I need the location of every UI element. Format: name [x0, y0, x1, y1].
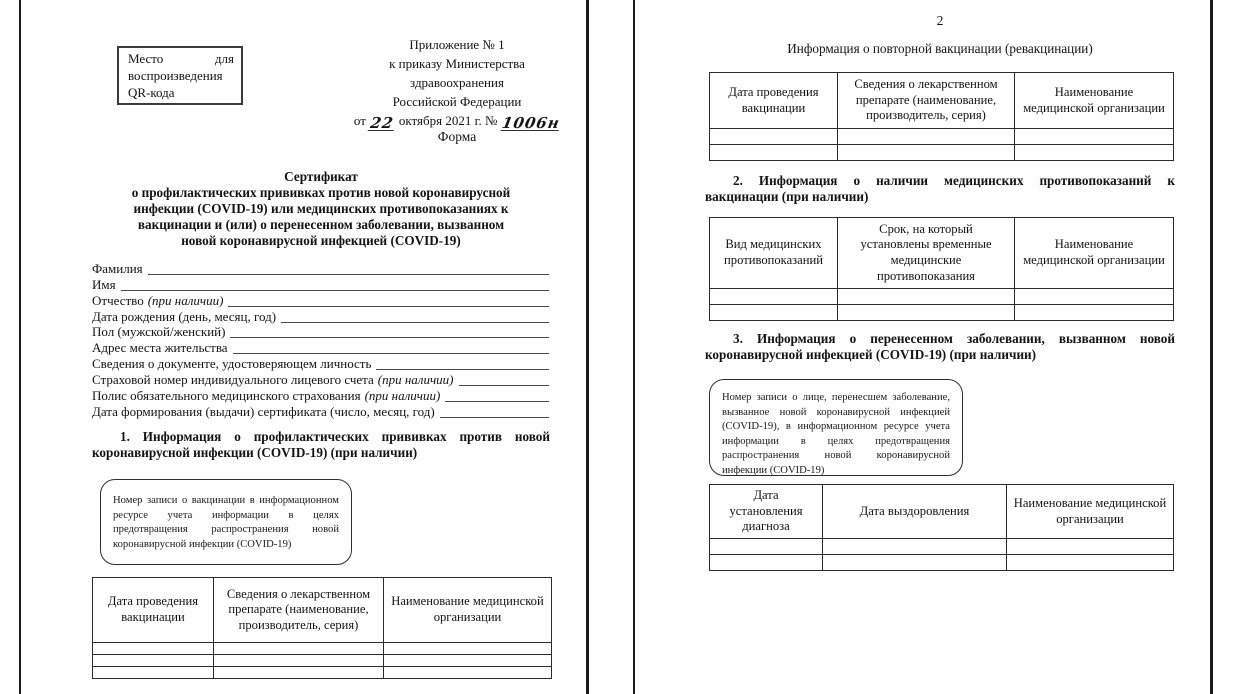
- table-cell-empty: [838, 145, 1015, 161]
- column-header: Дата проведения вакцинации: [93, 578, 214, 643]
- field-label: Пол (мужской/женский): [92, 324, 226, 340]
- field-blank-line: [376, 369, 549, 370]
- column-header: Дата выздоровления: [823, 485, 1007, 539]
- form-field-row: [92, 388, 549, 404]
- title-line: вакцинации и (или) о перенесенном заболевании, вызванном: [137, 217, 505, 232]
- field-blank-line: [459, 385, 549, 386]
- qr-code-placeholder-box: [117, 46, 243, 105]
- column-header: Наименование медицинской организации: [384, 578, 552, 643]
- handwritten-order-number: 1006н: [500, 114, 562, 133]
- field-label: Дата рождения (день, месяц, год): [92, 308, 277, 324]
- title-line: инфекции (COVID-19) или медицинских противопоказаниях к: [133, 201, 509, 216]
- field-label: Фамилия: [92, 260, 143, 276]
- form-field-row: [92, 372, 549, 388]
- empty-table-row: [93, 655, 552, 667]
- vaccination-record-note-box: Номер записи о вакцинации в информационном ресурсе учета информации в целях предотвращения распространения новой коронавирусной инфекции (COVID-19): [100, 479, 352, 565]
- table-cell-empty: [823, 539, 1007, 555]
- title-line: Сертификат: [284, 169, 358, 184]
- form-field-row: [92, 325, 549, 341]
- table-cell-empty: [384, 643, 552, 655]
- field-note: (при наличии): [147, 292, 224, 308]
- table-cell-empty: [710, 289, 838, 305]
- section-3-heading: 3. Информация о перенесенном заболевании, вызванном новой коронавирусной инфекцией (COVID-19) (при наличии): [705, 331, 1175, 362]
- column-header: Дата проведения вакцинации: [710, 73, 838, 129]
- table-cell-empty: [214, 667, 384, 679]
- empty-table-row: [710, 145, 1174, 161]
- table-cell-empty: [838, 289, 1015, 305]
- illness-record-note-box: Номер записи о лице, перенесшем заболевание, вызванное новой коронавирусной инфекцией (COVID-19), в информационном ресурсе учета информации в целях предотвращения распространения новой коронавирусной инфекции (COVID-19): [709, 379, 963, 476]
- form-field-row: [92, 404, 549, 420]
- annex-line: Приложение № 1: [409, 37, 505, 52]
- column-header: Срок, на который установлены временные медицинские противопоказания: [838, 218, 1015, 289]
- section-2-heading: 2. Информация о наличии медицинских противопоказаний к вакцинации (при наличии): [705, 173, 1175, 204]
- form-field-row: [92, 356, 549, 372]
- form-field-row: [92, 293, 549, 309]
- field-blank-line: [233, 353, 549, 354]
- table-cell-empty: [214, 655, 384, 667]
- empty-table-row: [93, 667, 552, 679]
- table-cell-empty: [710, 305, 838, 321]
- form-field-row: [92, 277, 549, 293]
- table-cell-empty: [1015, 145, 1174, 161]
- table-cell-empty: [1007, 539, 1174, 555]
- empty-table-row: [710, 305, 1174, 321]
- table-cell-empty: [93, 655, 214, 667]
- table-cell-empty: [838, 129, 1015, 145]
- column-header: Наименование медицинской организации: [1007, 485, 1174, 539]
- qr-box-line3: QR-кода: [128, 84, 175, 100]
- page-number: 2: [936, 13, 944, 28]
- date-middle: октября 2021 г. №: [398, 113, 498, 129]
- page1-right-edge-line: [586, 0, 589, 694]
- field-label: Полис обязательного медицинского страхования: [92, 388, 361, 404]
- handwritten-day: 22: [368, 114, 396, 133]
- qr-box-line1: [128, 51, 234, 68]
- table-cell-empty: [710, 145, 838, 161]
- column-header: Вид медицинских противопоказаний: [710, 218, 838, 289]
- page2-right-edge-line: [1210, 0, 1213, 694]
- table-cell-empty: [1015, 129, 1174, 145]
- revaccination-table: [709, 72, 1174, 161]
- column-header: Наименование медицинской организации: [1015, 218, 1174, 289]
- personal-data-fields: [92, 261, 549, 420]
- form-field-row: [92, 261, 549, 277]
- annex-header-block: [330, 36, 584, 131]
- column-header: Наименование медицинской организации: [1015, 73, 1174, 129]
- form-field-row: [92, 340, 549, 356]
- table-cell-empty: [1015, 289, 1174, 305]
- annex-line: к приказу Министерства: [389, 55, 525, 71]
- illness-table: [709, 484, 1174, 571]
- table-cell-empty: [384, 655, 552, 667]
- column-header: Дата установления диагноза: [710, 485, 823, 539]
- field-note: (при наличии): [364, 388, 441, 404]
- qr-box-line2: воспроизведения: [128, 67, 223, 83]
- column-header: Сведения о лекарственном препарате (наименование, производитель, серия): [838, 73, 1015, 129]
- revaccination-section-title: Информация о повторной вакцинации (ревакцинации): [787, 41, 1093, 56]
- table-cell-empty: [93, 667, 214, 679]
- field-blank-line: [121, 290, 549, 291]
- title-line: новой коронавирусной инфекцией (COVID-19): [181, 233, 461, 248]
- annex-line: Российской Федерации: [392, 93, 522, 109]
- field-blank-line: [148, 274, 549, 275]
- table-cell-empty: [710, 555, 823, 571]
- table-cell-empty: [823, 555, 1007, 571]
- table-header-row: [710, 485, 1174, 539]
- table-cell-empty: [1015, 305, 1174, 321]
- empty-table-row: [93, 643, 552, 655]
- field-blank-line: [281, 322, 549, 323]
- field-note: (при наличии): [377, 372, 454, 388]
- empty-table-row: [710, 539, 1174, 555]
- field-label: Сведения о документе, удостоверяющем личность: [92, 356, 372, 372]
- empty-table-row: [710, 555, 1174, 571]
- field-label: Адрес места жительства: [92, 340, 228, 356]
- qr-box-text: Место: [128, 51, 164, 66]
- table-cell-empty: [214, 643, 384, 655]
- contraindications-table: [709, 217, 1174, 321]
- empty-table-row: [710, 129, 1174, 145]
- date-prefix: от: [353, 113, 366, 129]
- table-cell-empty: [1007, 555, 1174, 571]
- table-header-row: [93, 578, 552, 643]
- vaccination-table: [92, 577, 552, 679]
- table-header-row: [710, 73, 1174, 129]
- field-label: Дата формирования (выдачи) сертификата (число, месяц, год): [92, 403, 435, 419]
- field-blank-line: [228, 306, 549, 307]
- page1-left-edge-line: [19, 0, 21, 694]
- page2-left-edge-line: [633, 0, 635, 694]
- section-1-heading: 1. Информация о профилактических прививках против новой коронавирусной инфекции (COVID-19) (при наличии): [92, 429, 550, 460]
- form-label: Форма: [437, 129, 477, 144]
- empty-table-row: [710, 289, 1174, 305]
- title-line: о профилактических прививках против новой коронавирусной: [131, 185, 511, 200]
- annex-line: здравоохранения: [410, 74, 504, 90]
- field-label: Отчество: [92, 292, 144, 308]
- table-cell-empty: [93, 643, 214, 655]
- field-blank-line: [440, 417, 549, 418]
- table-cell-empty: [384, 667, 552, 679]
- qr-box-text: для: [214, 51, 234, 66]
- field-label: Страховой номер индивидуального лицевого счета: [92, 372, 374, 388]
- certificate-title: [92, 169, 550, 249]
- table-cell-empty: [710, 539, 823, 555]
- field-label: Имя: [92, 276, 116, 292]
- form-field-row: [92, 309, 549, 325]
- column-header: Сведения о лекарственном препарате (наименование, производитель, серия): [214, 578, 384, 643]
- table-cell-empty: [838, 305, 1015, 321]
- field-blank-line: [230, 337, 549, 338]
- field-blank-line: [445, 401, 549, 402]
- table-header-row: [710, 218, 1174, 289]
- table-cell-empty: [710, 129, 838, 145]
